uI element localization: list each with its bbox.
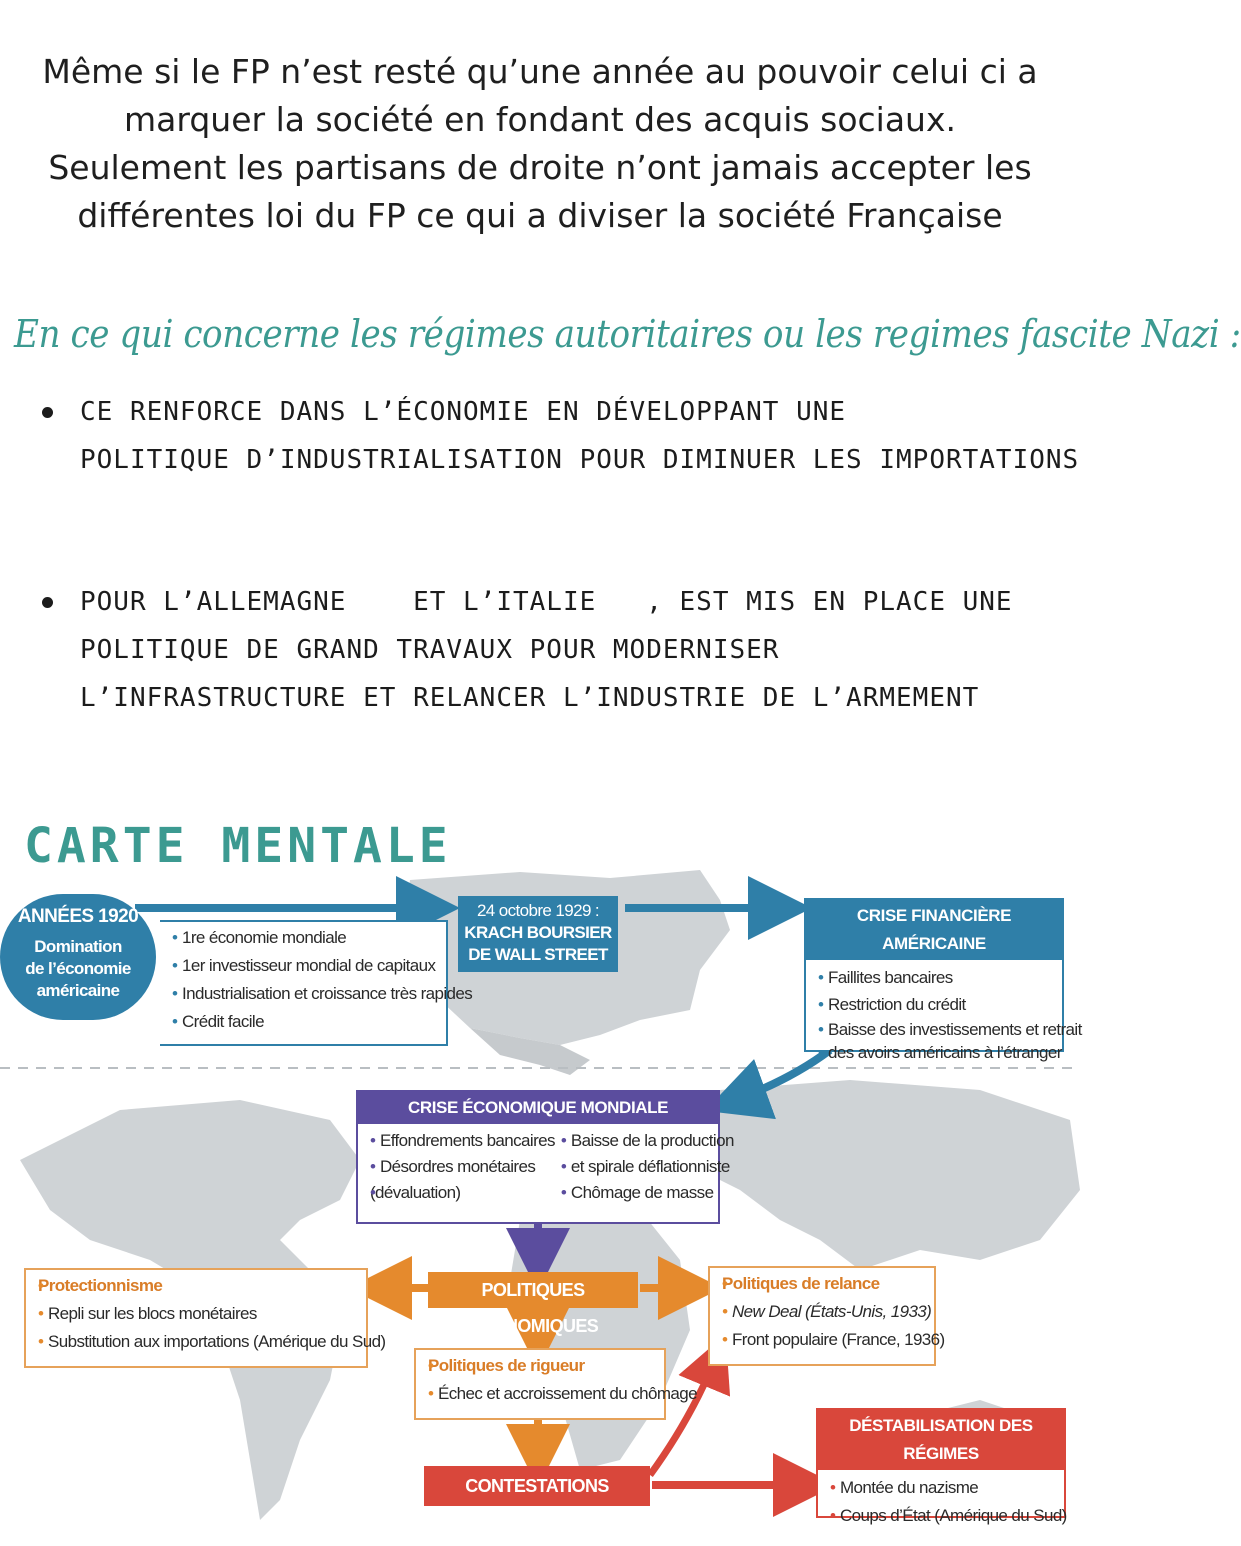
mind-map [0,860,1082,1536]
bullet-text: POLITIQUE D’INDUSTRIALISATION POUR DIMINUER LES IMPORTATIONS [80,445,1080,475]
list-item: • Substitution aux importations (Amérique du Sud) [38,1328,356,1356]
list-item: • Montée du nazisme [830,1474,1054,1502]
list-item: • Front populaire (France, 1936) [722,1326,924,1354]
crise-financiere-box [804,898,1082,1062]
list-item: • Repli sur les blocs monétaires [38,1300,356,1328]
bullet-text: CE RENFORCE DANS L’ÉCONOMIE EN DÉVELOPPANT UNE [80,397,847,427]
bullet-dot-icon [42,597,53,608]
protectionnisme-title: • Protectionnisme [38,1272,356,1300]
list-item: • Coups d’État (Amérique du Sud) [830,1502,1054,1530]
bullet-text: L’INFRASTRUCTURE ET RELANCER L’INDUSTRIE DE L’ARMEMENT [80,683,980,713]
contestations-box [424,1466,650,1536]
list-item: • Échec et accroissement du chômage [428,1380,654,1408]
list-item: • Crédit facile [172,1008,436,1036]
intro-line: différentes loi du FP ce qui a diviser la société Française [77,196,1003,235]
destabilisation-title: DÉSTABILISATION DES RÉGIMES [818,1410,1064,1470]
relance-box [708,1266,945,1366]
rigueur-title: • Politiques de rigueur [428,1352,654,1380]
protectionnisme-box [24,1268,386,1368]
annees-1920-box [160,920,473,1046]
list-item: • 1er investisseur mondial de capitaux [172,952,436,980]
bullet-text: POUR L’ALLEMAGNE ET L’ITALIE , EST MIS EN PLACE UNE [80,587,1013,617]
bullet-item [42,578,1042,722]
crise-economique-box [356,1090,734,1224]
bullet-text: POLITIQUE DE GRAND TRAVAUX POUR MODERNISER [80,635,780,665]
list-item: • Baisse de la production [561,1128,734,1154]
list-item: • des avoirs américains à l’étranger [818,1042,1052,1064]
krach-line: 24 octobre 1929 : [476,901,600,920]
list-item: • Baisse des investissements et retrait [818,1018,1052,1042]
intro-line: marquer la société en fondant des acquis sociaux. [124,100,956,139]
intro-line: Même si le FP n’est resté qu’une année au pouvoir celui ci a [42,52,1038,91]
relance-title: • Politiques de relance [722,1270,924,1298]
krach-line: KRACH BOURSIER [464,923,612,942]
list-item-continuation: • (dévaluation) [370,1180,555,1206]
annees-year: ANNÉES 1920 [17,906,139,927]
list-item: • Faillites bancaires [818,964,1052,991]
annees-line: de l’économie [25,959,131,978]
list-item: • New Deal (États-Unis, 1933) [722,1298,924,1326]
intro-paragraph [20,48,1060,240]
list-item: • 1re économie mondiale [172,924,436,952]
list-item-continuation: • et spirale déflationniste [561,1154,734,1180]
crise-economique-title: CRISE ÉCONOMIQUE MONDIALE [358,1092,718,1124]
bullet-item [42,388,1080,484]
contestations-title: CONTESTATIONS POLITIQUES [465,1476,609,1536]
crise-financiere-title: CRISE FINANCIÈRE AMÉRICAINE [806,900,1062,960]
annees-line: Domination [34,937,122,956]
rigueur-box [414,1348,697,1420]
politiques-economiques-title: POLITIQUES ÉCONOMIQUES [467,1280,599,1336]
bullet-dot-icon [42,407,53,418]
annees-1920-circle [0,894,156,1020]
list-item: • Effondrements bancaires [370,1128,555,1154]
politiques-economiques-box [428,1272,638,1336]
section-heading: En ce qui concerne les régimes autoritaires ou les regimes fascite Nazi : [14,312,1241,356]
list-item: • Industrialisation et croissance très rapides [172,980,436,1008]
intro-line: Seulement les partisans de droite n’ont jamais accepter les [48,148,1032,187]
annees-line: américaine [36,981,120,1000]
list-item: • Désordres monétaires [370,1154,555,1180]
carte-mentale-title: CARTE MENTALE [24,818,452,874]
krach-box [458,896,618,972]
list-item: • Chômage de masse [561,1180,734,1206]
list-item: • Restriction du crédit [818,991,1052,1018]
krach-line: DE WALL STREET [468,945,608,964]
destabilisation-box [816,1408,1067,1525]
